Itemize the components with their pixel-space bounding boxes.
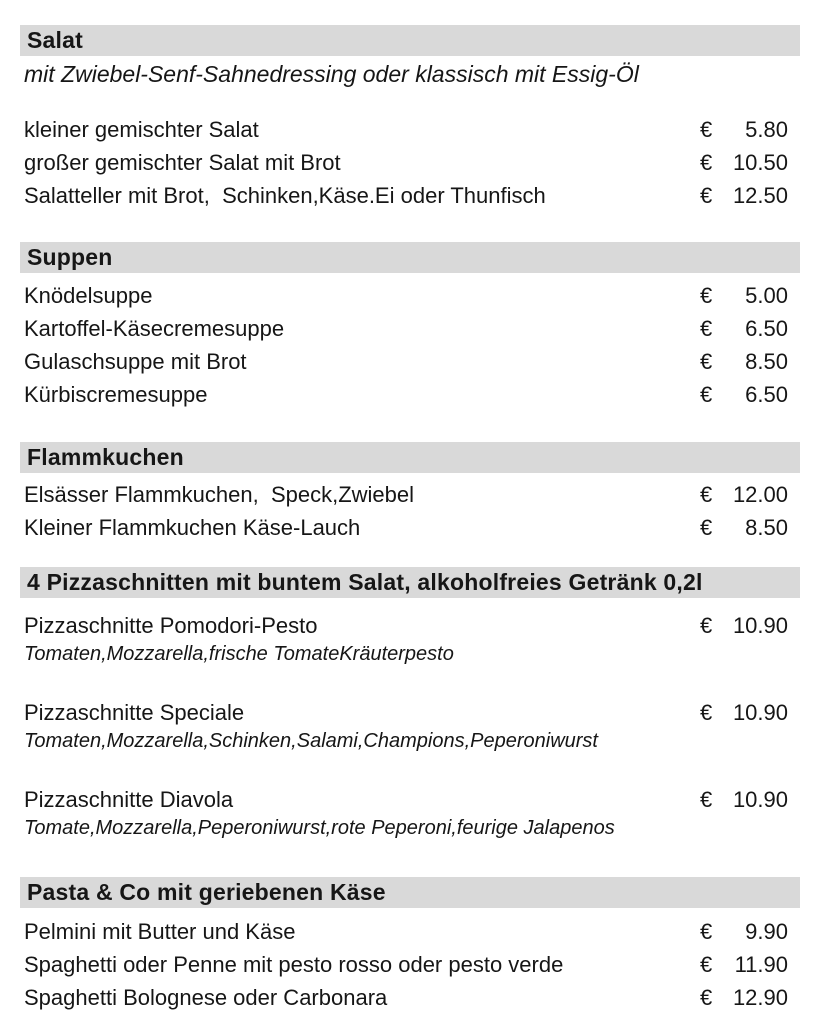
price-amount: 5.80 [745,116,788,142]
item-price [700,515,788,541]
item-price [700,150,788,176]
item-price [700,316,788,342]
item-name: Spaghetti Bolognese oder Carbonara [24,984,388,1010]
item-price [700,985,788,1011]
item-price [700,787,788,813]
price-amount: 10.90 [732,699,788,725]
euro-symbol: € [700,984,713,1010]
price-amount: 8.50 [745,348,788,374]
euro-symbol: € [700,315,713,341]
menu-item [0,981,821,1014]
item-name: Kleiner Flammkuchen Käse-Lauch [24,514,361,540]
euro-symbol: € [700,182,713,208]
menu-item [0,345,821,378]
item-name: Spaghetti oder Penne mit pesto rosso oder pesto verde [24,951,564,977]
item-price [700,349,788,375]
section-flammkuchen [0,442,821,544]
item-name: Kürbiscremesuppe [24,381,208,407]
item-name: Salatteller mit Brot, Schinken,Käse.Ei oder Thunfisch [24,182,546,208]
euro-symbol: € [700,348,713,374]
section-header [20,877,800,908]
section-header [20,242,800,273]
section-subtitle: mit Zwiebel-Senf-Sahnedressing oder klassisch mit Essig-Öl [24,60,639,87]
item-name: Elsässer Flammkuchen, Speck,Zwiebel [24,481,415,507]
price-amount: 10.90 [732,612,788,638]
item-price [700,700,788,726]
menu-item [0,146,821,179]
price-amount: 8.50 [745,514,788,540]
section-header [20,567,800,598]
euro-symbol: € [700,699,713,725]
item-name: Pizzaschnitte Diavola [24,786,234,812]
price-amount: 6.50 [745,315,788,341]
item-price [700,919,788,945]
item-name: Knödelsuppe [24,282,153,308]
section-title: Suppen [27,244,113,270]
price-amount: 12.00 [732,481,788,507]
menu-item [0,783,821,816]
section-header [20,25,800,56]
item-price [700,183,788,209]
item-description: Tomaten,Mozzarella,Schinken,Salami,Champions,Peperoniwurst [24,729,598,752]
section-title: Flammkuchen [27,444,184,470]
menu-item [0,312,821,345]
euro-symbol: € [700,951,713,977]
euro-symbol: € [700,786,713,812]
section-suppen [0,242,821,411]
price-amount: 6.50 [745,381,788,407]
item-name: Kartoffel-Käsecremesuppe [24,315,285,341]
menu-item [0,609,821,642]
euro-symbol: € [700,116,713,142]
menu-item [0,915,821,948]
menu-item [0,696,821,729]
item-name: kleiner gemischter Salat [24,116,259,142]
section-items [0,478,821,544]
menu-item [0,279,821,312]
item-price [700,613,788,639]
euro-symbol: € [700,514,713,540]
euro-symbol: € [700,612,713,638]
menu-item [0,179,821,212]
menu-item [0,378,821,411]
price-amount: 11.90 [734,951,788,977]
price-amount: 12.90 [732,984,788,1010]
section-items [0,915,821,1014]
section-title: Salat [27,27,83,53]
price-amount: 9.90 [745,918,788,944]
euro-symbol: € [700,282,713,308]
menu-item [0,113,821,146]
item-name: großer gemischter Salat mit Brot [24,149,341,175]
menu-item [0,478,821,511]
menu-item-group [0,609,821,666]
item-description: Tomaten,Mozzarella,frische TomateKräuterpesto [24,642,454,665]
section-items [0,113,821,212]
section-pizzaschnitten [0,567,821,840]
euro-symbol: € [700,918,713,944]
menu-item-group [0,696,821,753]
price-amount: 10.50 [732,149,788,175]
euro-symbol: € [700,149,713,175]
item-name: Gulaschsuppe mit Brot [24,348,247,374]
item-name: Pelmini mit Butter und Käse [24,918,296,944]
price-amount: 12.50 [732,182,788,208]
item-price [700,952,788,978]
section-pasta [0,877,821,1014]
price-amount: 5.00 [745,282,788,308]
section-header [20,442,800,473]
item-price [700,382,788,408]
menu-item [0,948,821,981]
menu-item-group [0,783,821,840]
section-title: 4 Pizzaschnitten mit buntem Salat, alkoholfreies Getränk 0,2l [27,569,703,595]
section-items [0,279,821,411]
item-price [700,482,788,508]
euro-symbol: € [700,481,713,507]
section-items [0,609,821,840]
section-salat [0,25,821,212]
item-name: Pizzaschnitte Speciale [24,699,245,725]
item-name: Pizzaschnitte Pomodori-Pesto [24,612,318,638]
section-title: Pasta & Co mit geriebenen Käse [27,879,386,905]
item-price [700,283,788,309]
price-amount: 10.90 [732,786,788,812]
menu-item [0,511,821,544]
item-description: Tomate,Mozzarella,Peperoniwurst,rote Peperoni,feurige Jalapenos [24,816,615,839]
item-price [700,117,788,143]
euro-symbol: € [700,381,713,407]
